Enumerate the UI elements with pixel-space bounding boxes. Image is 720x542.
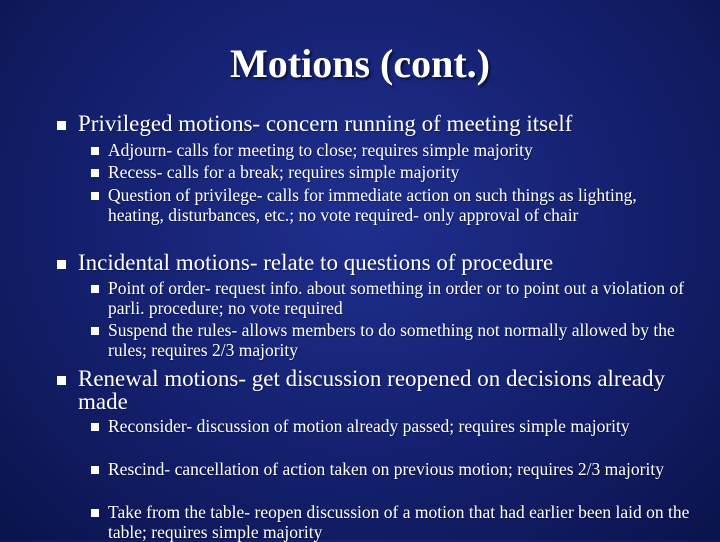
square-bullet-icon bbox=[57, 260, 66, 269]
square-bullet-icon bbox=[91, 285, 99, 293]
sub-bullet-recess bbox=[91, 163, 691, 183]
slide-title: Motions (cont.) bbox=[230, 41, 490, 86]
sub-bullet-point-of-order bbox=[91, 279, 691, 318]
bullet-renewal-motions bbox=[57, 367, 697, 413]
sub-bullet-text: Suspend the rules- allows members to do something not normally allowed by the rules; requires 2/3 majority bbox=[108, 320, 675, 360]
sub-bullet-rescind bbox=[91, 460, 691, 480]
sub-bullet-text: Point of order- request info. about something in order or to point out a violation of parli. procedure; no vote required bbox=[108, 278, 685, 318]
bullet-text: Incidental motions- relate to questions of procedure bbox=[78, 250, 554, 275]
bullet-privileged-motions bbox=[57, 112, 697, 135]
bullet-incidental-motions bbox=[57, 251, 697, 274]
sub-bullet-take-from-the-table bbox=[91, 503, 691, 542]
bullet-text: Privileged motions- concern running of meeting itself bbox=[78, 111, 573, 136]
square-bullet-icon bbox=[57, 121, 66, 130]
sub-bullet-suspend-the-rules bbox=[91, 321, 691, 360]
square-bullet-icon bbox=[91, 147, 99, 155]
sub-bullet-text: Question of privilege- calls for immediate action on such things as lighting, heating, disturbances, etc.; no vote required- only approval of chair bbox=[108, 185, 637, 225]
sub-bullet-text: Adjourn- calls for meeting to close; requires simple majority bbox=[108, 140, 533, 160]
sub-bullet-adjourn bbox=[91, 141, 691, 161]
bullet-text: Renewal motions- get discussion reopened on decisions already made bbox=[78, 366, 665, 414]
square-bullet-icon bbox=[57, 376, 66, 385]
sub-bullet-text: Reconsider- discussion of motion already passed; requires simple majority bbox=[108, 416, 630, 436]
sub-bullet-text: Rescind- cancellation of action taken on previous motion; requires 2/3 majority bbox=[108, 459, 664, 479]
square-bullet-icon bbox=[91, 169, 99, 177]
sub-bullet-text: Take from the table- reopen discussion of a motion that had earlier been laid on the table; requires simple majority bbox=[108, 502, 690, 542]
sub-bullet-question-of-privilege bbox=[91, 186, 691, 225]
sub-bullet-reconsider bbox=[91, 417, 691, 437]
sub-bullet-text: Recess- calls for a break; requires simple majority bbox=[108, 162, 460, 182]
square-bullet-icon bbox=[91, 509, 99, 517]
square-bullet-icon bbox=[91, 423, 99, 431]
square-bullet-icon bbox=[91, 327, 99, 335]
square-bullet-icon bbox=[91, 192, 99, 200]
square-bullet-icon bbox=[91, 466, 99, 474]
